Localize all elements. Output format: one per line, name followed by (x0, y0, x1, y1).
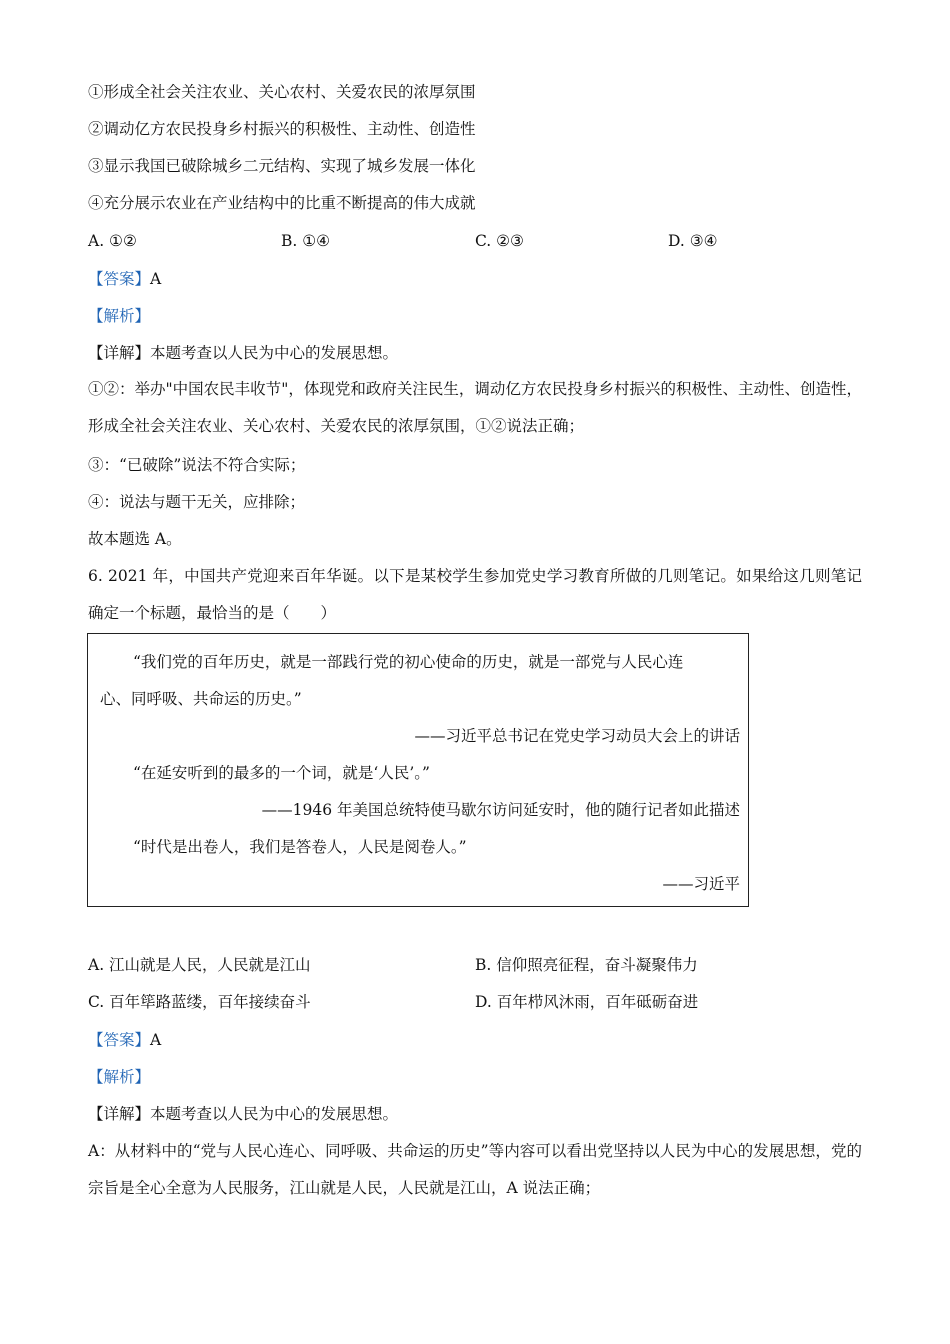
q6-option-b: B. 信仰照亮征程，奋斗凝聚伟力 (475, 956, 698, 974)
detail-tag: 【详解】 (88, 1105, 151, 1123)
statement-3: ③显示我国已破除城乡二元结构、实现了城乡发展一体化 (88, 157, 476, 175)
answer-value: A (150, 270, 162, 288)
quote-box (87, 633, 749, 907)
quote-1-line-1: “我们党的百年历史，就是一部践行党的初心使命的历史，就是一部党与人民心连 (133, 653, 684, 671)
q5-explanation-3: ③：“已破除”说法不符合实际； (88, 456, 306, 474)
q6-option-a: A. 江山就是人民，人民就是江山 (88, 956, 311, 974)
quote-3-source: ——习近平 (662, 875, 740, 893)
detail-text: 本题考查以人民为中心的发展思想。 (150, 344, 399, 362)
q5-option-c: C. ②③ (475, 232, 524, 250)
answer-tag: 【答案】 (88, 1031, 151, 1049)
q5-conclusion: 故本题选 A。 (88, 530, 182, 548)
statement-2: ②调动亿方农民投身乡村振兴的积极性、主动性、创造性 (88, 120, 476, 138)
q6-option-c: C. 百年筚路蓝缕，百年接续奋斗 (88, 993, 311, 1011)
quote-2-source: ——1946 年美国总统特使马歇尔访问延安时，他的随行记者如此描述 (261, 801, 740, 819)
q5-option-b: B. ①④ (281, 232, 331, 250)
q5-option-d: D. ③④ (668, 232, 718, 250)
quote-1-source: ——习近平总书记在党史学习动员大会上的讲话 (414, 727, 740, 745)
detail-tag: 【详解】 (88, 344, 151, 362)
q5-option-a: A. ①② (88, 232, 137, 250)
q6-answer (88, 1030, 161, 1050)
q6-explanation-a: A：从材料中的“党与人民心连心、同呼吸、共命运的历史”等内容可以看出党坚持以人民为中心的发展思想，党的宗旨是全心全意为人民服务，江山就是人民，人民就是江山，A 说法正确； (88, 1142, 862, 1197)
quote-3: “时代是出卷人，我们是答卷人，人民是阅卷人。” (133, 838, 467, 856)
q6-stem: 6. 2021 年，中国共产党迎来百年华诞。以下是某校学生参加党史学习教育所做的几则笔记。如果给这几则笔记确定一个标题，最恰当的是（ ） (88, 567, 862, 622)
q5-detail (88, 343, 398, 363)
answer-value: A (150, 1031, 162, 1049)
q6-detail (88, 1104, 398, 1124)
q5-analysis-tag: 【解析】 (88, 307, 151, 325)
q6-analysis-tag: 【解析】 (88, 1068, 151, 1086)
q5-explanation-4: ④：说法与题干无关，应排除； (88, 493, 306, 511)
quote-1-line-2: 心、同呼吸、共命运的历史。” (100, 690, 302, 708)
q5-answer (88, 269, 161, 289)
q6-option-d: D. 百年栉风沐雨，百年砥砺奋进 (475, 993, 699, 1011)
q5-explanation-12: ①②：举办"中国农民丰收节"，体现党和政府关注民生，调动亿方农民投身乡村振兴的积极性、主动性、创造性，形成全社会关注农业、关心农村、关爱农民的浓厚氛围，①②说法正确； (88, 380, 862, 435)
statement-1: ①形成全社会关注农业、关心农村、关爱农民的浓厚氛围 (88, 83, 476, 101)
statement-4: ④充分展示农业在产业结构中的比重不断提高的伟大成就 (88, 194, 476, 212)
detail-text: 本题考查以人民为中心的发展思想。 (150, 1105, 399, 1123)
quote-2: “在延安听到的最多的一个词，就是‘人民’。” (133, 764, 430, 782)
answer-tag: 【答案】 (88, 270, 151, 288)
